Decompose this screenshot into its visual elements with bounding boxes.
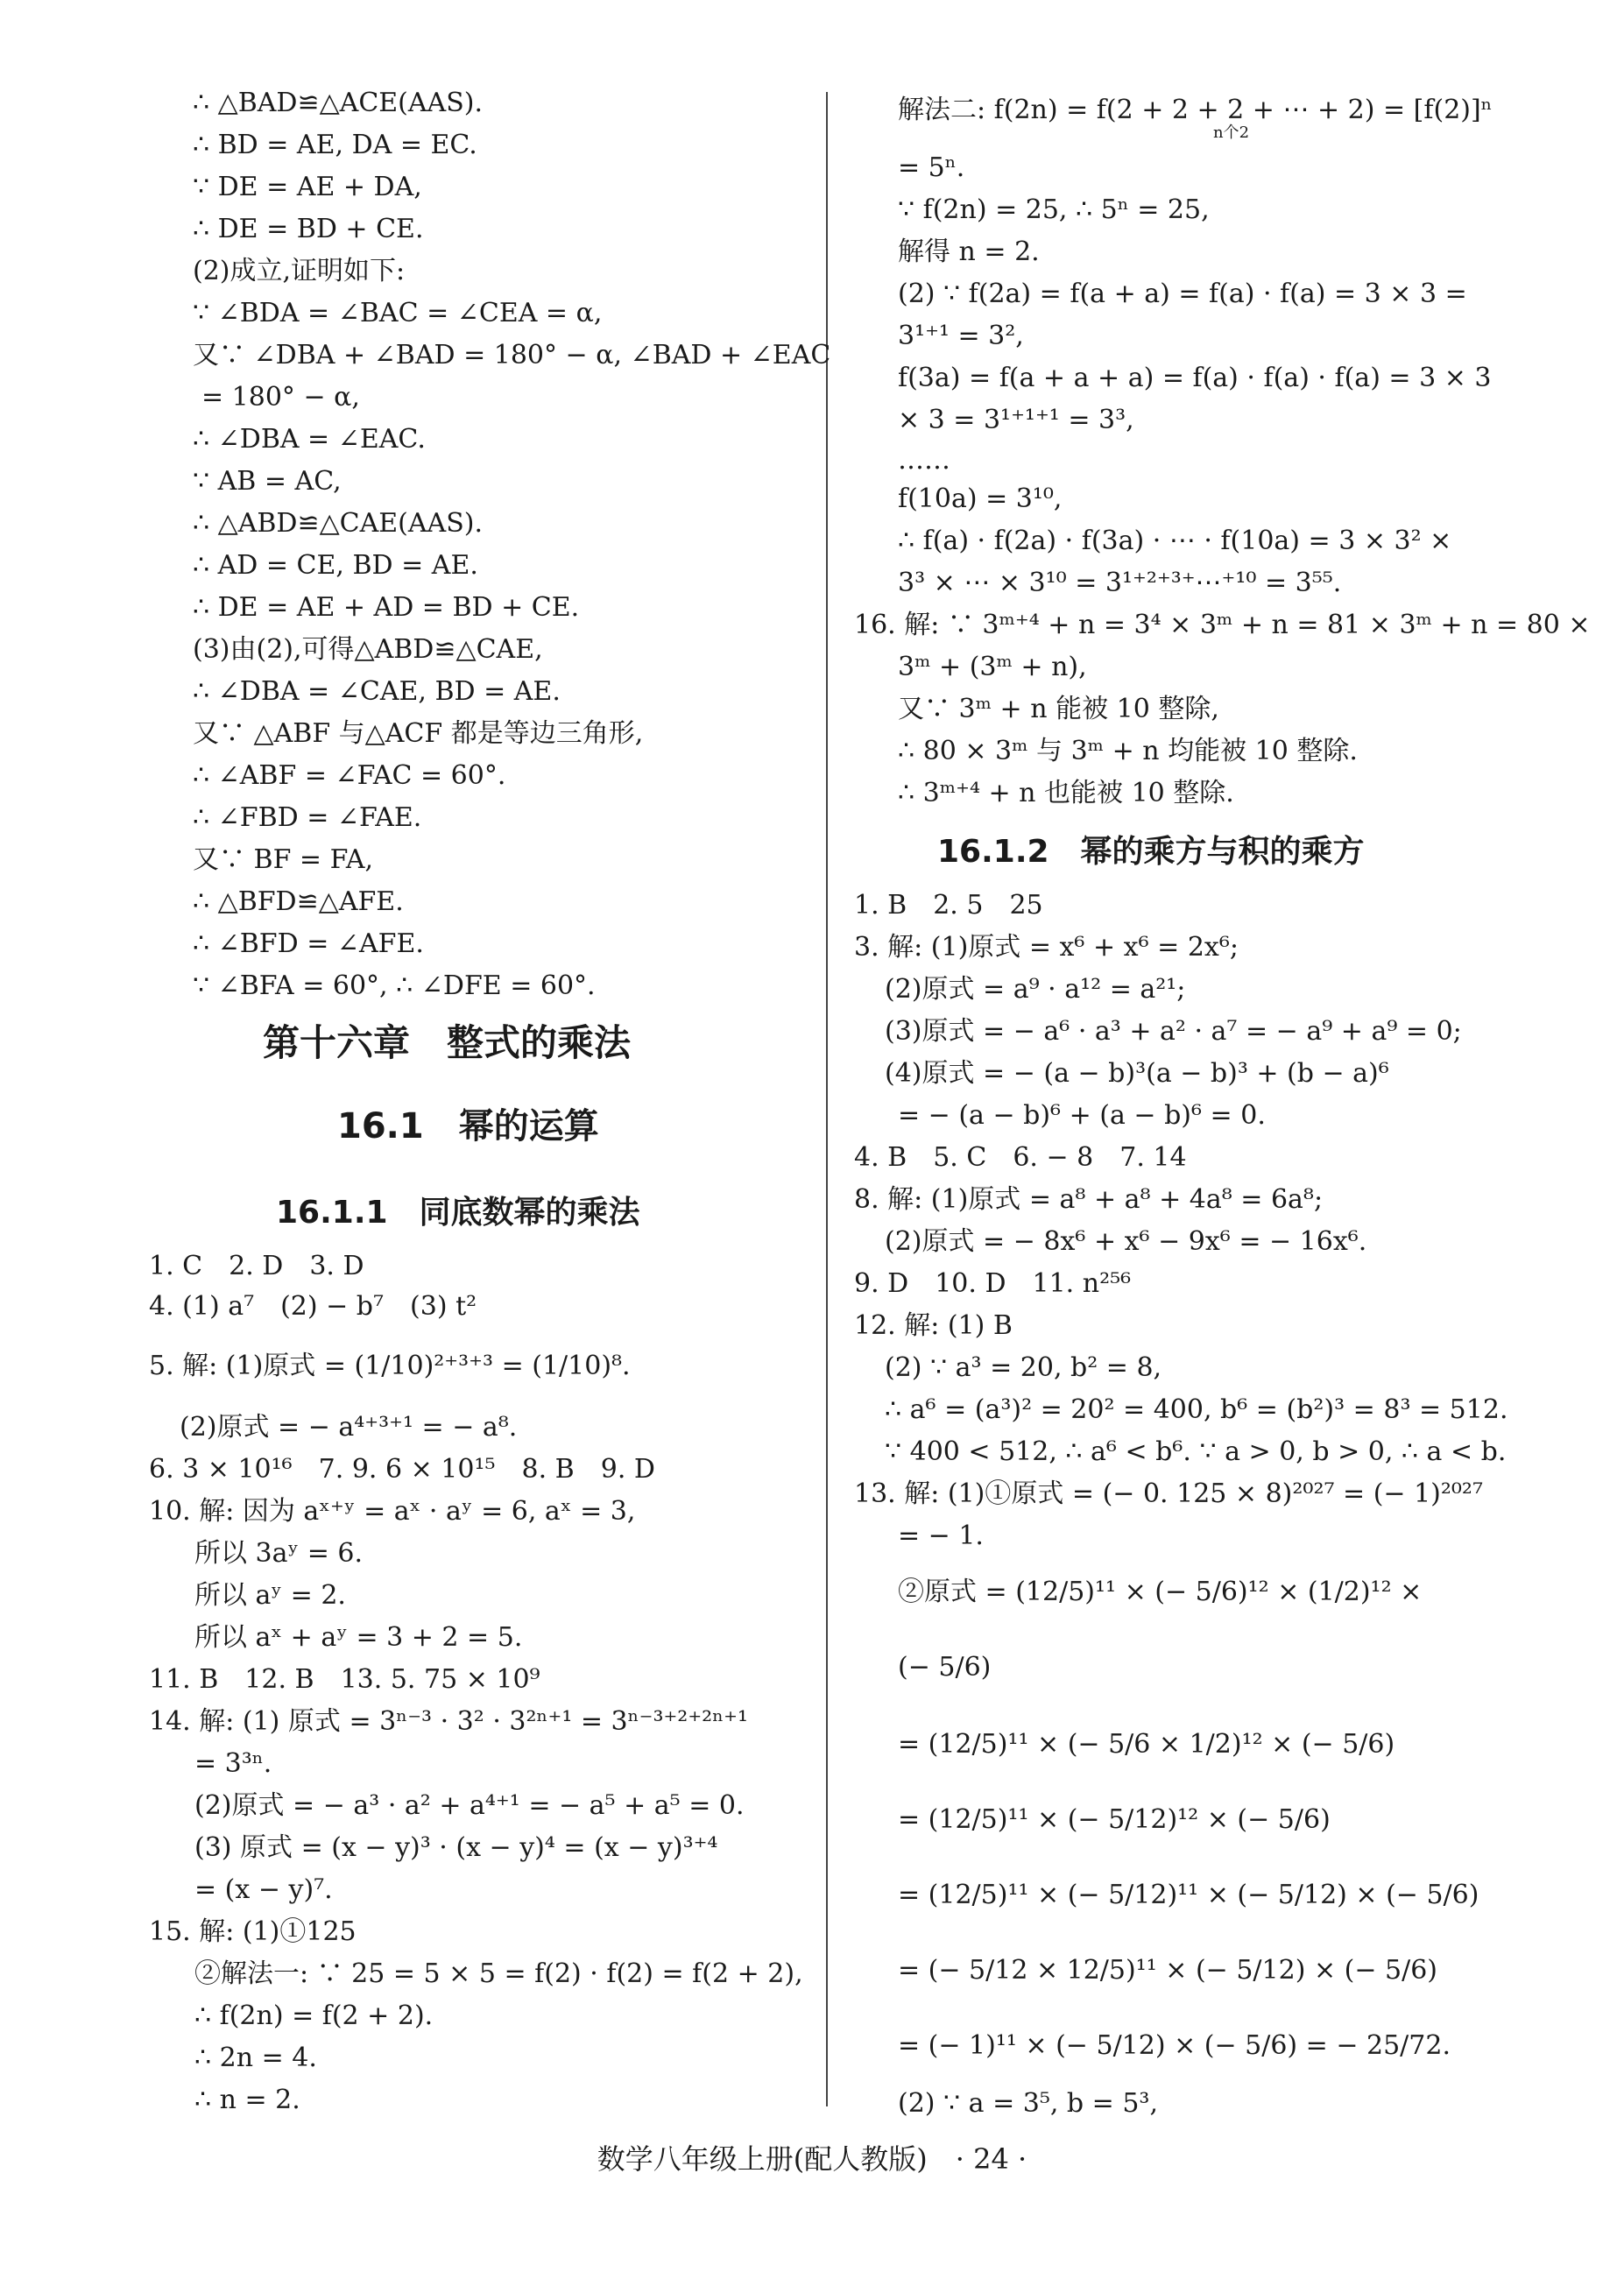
section-title: 16.1 幂的运算	[337, 1106, 599, 1147]
answer-line: 5. 解: (1)原式 = (1/10)²⁺³⁺³ = (1/10)⁸.	[149, 1351, 631, 1381]
text-line: ∴ ∠ABF = ∠FAC = 60°.	[193, 760, 506, 791]
answer-line: 13. 解: (1)①原式 = (− 0. 125 × 8)²⁰²⁷ = (− 1)²⁰²⁷	[854, 1478, 1483, 1509]
text-line: ∵ ∠BDA = ∠BAC = ∠CEA = α,	[193, 298, 603, 328]
text-line: (3)由(2),可得△ABD≌△CAE,	[193, 634, 543, 665]
answer-line: 3. 解: (1)原式 = x⁶ + x⁶ = 2x⁶;	[854, 932, 1239, 963]
text-line: ∴ △ABD≌△CAE(AAS).	[193, 508, 484, 539]
text-line: × 3 = 3¹⁺¹⁺¹ = 3³,	[898, 405, 1134, 435]
answer-line: = 3³ⁿ.	[194, 1748, 272, 1779]
text-line: ∴ 3ᵐ⁺⁴ + n 也能被 10 整除.	[898, 778, 1234, 808]
answer-line: 10. 解: 因为 aˣ⁺ʸ = aˣ · aʸ = 6, aˣ = 3,	[149, 1496, 636, 1527]
text-line: ∴ ∠FBD = ∠FAE.	[193, 802, 422, 833]
text-line: ∴ DE = AE + AD = BD + CE.	[193, 592, 580, 623]
text-line: ∴ △BAD≌△ACE(AAS).	[193, 88, 484, 118]
answer-line: = (x − y)⁷.	[194, 1874, 333, 1905]
answer-line: 11. B 12. B 13. 5. 75 × 10⁹	[149, 1664, 540, 1695]
answer-line: 6. 3 × 10¹⁶ 7. 9. 6 × 10¹⁵ 8. B 9. D	[149, 1454, 655, 1485]
text-line: = 5ⁿ.	[898, 152, 965, 183]
answer-line: = (12/5)¹¹ × (− 5/12)¹² × (− 5/6)	[898, 1804, 1331, 1835]
answer-line: = (− 5/12 × 12/5)¹¹ × (− 5/12) × (− 5/6)	[898, 1955, 1437, 1986]
text-line: f(10a) = 3¹⁰,	[898, 483, 1063, 514]
text-line: ∴ △BFD≌△AFE.	[193, 886, 404, 917]
answer-line: = (12/5)¹¹ × (− 5/6 × 1/2)¹² × (− 5/6)	[898, 1729, 1395, 1760]
answer-line: 9. D 10. D 11. n²⁵⁶	[854, 1268, 1132, 1299]
text-line: ∴ BD = AE, DA = EC.	[193, 130, 477, 160]
text-line: ∴ ∠BFD = ∠AFE.	[193, 928, 424, 959]
answer-line: (2) ∵ a = 3⁵, b = 5³,	[898, 2088, 1158, 2119]
subsection-title: 16.1.2 幂的乘方与积的乘方	[937, 834, 1365, 870]
answer-line: 所以 3aʸ = 6.	[194, 1538, 364, 1569]
answer-line: = − (a − b)⁶ + (a − b)⁶ = 0.	[898, 1100, 1266, 1131]
text-line: (2)成立,证明如下:	[193, 256, 406, 286]
answer-line: (3)原式 = − a⁶ · a³ + a² · a⁷ = − a⁹ + a⁹ = 0;	[885, 1016, 1462, 1047]
answer-line: 14. 解: (1) 原式 = 3ⁿ⁻³ · 3² · 3²ⁿ⁺¹ = 3ⁿ⁻³⁺²⁺²ⁿ⁺¹	[149, 1706, 749, 1737]
answer-line: = (− 1)¹¹ × (− 5/12) × (− 5/6) = − 25/72.	[898, 2030, 1451, 2061]
text-line: 3ᵐ + (3ᵐ + n),	[898, 652, 1087, 682]
text-line: ∴ 80 × 3ᵐ 与 3ᵐ + n 均能被 10 整除.	[898, 736, 1358, 766]
answer-line: (4)原式 = − (a − b)³(a − b)³ + (b − a)⁶	[885, 1058, 1389, 1089]
answer-line: 4. B 5. C 6. − 8 7. 14	[854, 1142, 1187, 1173]
text-line: ∵ ∠BFA = 60°, ∴ ∠DFE = 60°.	[193, 970, 596, 1001]
answer-line: (2)原式 = − a³ · a² + a⁴⁺¹ = − a⁵ + a⁵ = 0.	[194, 1790, 745, 1821]
answer-line: ②解法一: ∵ 25 = 5 × 5 = f(2) · f(2) = f(2 + 2),	[194, 1958, 803, 1989]
text-line: 解法二: f(2n) = f(2 + 2 + 2 + ⋯ + 2) = [f(2)]ⁿ	[898, 95, 1493, 125]
text-line: ∴ f(a) · f(2a) · f(3a) · ⋯ · f(10a) = 3 × 3² ×	[898, 526, 1452, 556]
answer-line: ∴ 2n = 4.	[194, 2043, 317, 2073]
answer-line: = − 1.	[898, 1521, 984, 1551]
text-line: 又∵ 3ᵐ + n 能被 10 整除,	[898, 694, 1219, 724]
text-line: ∴ ∠DBA = ∠CAE, BD = AE.	[193, 676, 561, 707]
text-line: = 180° − α,	[201, 382, 360, 413]
text-line: ∵ f(2n) = 25, ∴ 5ⁿ = 25,	[898, 194, 1210, 225]
answer-line: 1. B 2. 5 25	[854, 890, 1043, 921]
answer-line: (2)原式 = − 8x⁶ + x⁶ − 9x⁶ = − 16x⁶.	[885, 1226, 1367, 1257]
answer-line: ∴ n = 2.	[194, 2085, 300, 2115]
text-line: 16. 解: ∵ 3ᵐ⁺⁴ + n = 3⁴ × 3ᵐ + n = 81 × 3ᵐ + n = 80 ×	[854, 610, 1591, 640]
text-line: ∴ DE = BD + CE.	[193, 214, 424, 244]
answer-line: 1. C 2. D 3. D	[149, 1251, 364, 1281]
text-line: ∵ DE = AE + DA,	[193, 172, 422, 202]
text-line: 又∵ BF = FA,	[193, 844, 374, 875]
answer-line: ∴ f(2n) = f(2 + 2).	[194, 2000, 434, 2031]
answer-line: 8. 解: (1)原式 = a⁸ + a⁸ + 4a⁸ = 6a⁸;	[854, 1184, 1324, 1215]
answer-line: ∴ a⁶ = (a³)² = 20² = 400, b⁶ = (b²)³ = 8³ = 512.	[885, 1394, 1508, 1425]
answer-line: ∵ 400 < 512, ∴ a⁶ < b⁶. ∵ a > 0, b > 0, ∴ a < b.	[885, 1436, 1507, 1467]
text-line: ∴ AD = CE, BD = AE.	[193, 550, 478, 581]
text-line: 3³ × ⋯ × 3¹⁰ = 3¹⁺²⁺³⁺⋯⁺¹⁰ = 3⁵⁵.	[898, 568, 1342, 598]
text-line: (2) ∵ f(2a) = f(a + a) = f(a) · f(a) = 3 × 3 =	[898, 279, 1467, 309]
page-footer: 数学八年级上册(配人教版) · 24 ·	[597, 2142, 1027, 2176]
text-line: 3¹⁺¹ = 3²,	[898, 321, 1024, 351]
answer-line: ②原式 = (12/5)¹¹ × (− 5/6)¹² × (1/2)¹² ×	[898, 1577, 1423, 1607]
answer-line: 4. (1) a⁷ (2) − b⁷ (3) t²	[149, 1291, 477, 1322]
answer-line: 15. 解: (1)①125	[149, 1916, 357, 1947]
text-line: ∴ ∠DBA = ∠EAC.	[193, 424, 426, 455]
answer-line: = (12/5)¹¹ × (− 5/12)¹¹ × (− 5/12) × (− 5/6)	[898, 1880, 1479, 1910]
text-line: 又∵ △ABF 与△ACF 都是等边三角形,	[193, 718, 644, 749]
answer-line: 所以 aʸ = 2.	[194, 1580, 346, 1611]
answer-line: (3) 原式 = (x − y)³ · (x − y)⁴ = (x − y)³⁺⁴	[194, 1832, 718, 1863]
answer-line: (2)原式 = a⁹ · a¹² = a²¹;	[885, 974, 1186, 1005]
text-line: n个2	[1213, 123, 1250, 142]
text-line: f(3a) = f(a + a + a) = f(a) · f(a) · f(a) = 3 × 3	[898, 363, 1492, 393]
answer-line: (− 5/6)	[898, 1652, 992, 1683]
answer-line: (2) ∵ a³ = 20, b² = 8,	[885, 1352, 1162, 1383]
text-line: 又∵ ∠DBA + ∠BAD = 180° − α, ∠BAD + ∠EAC	[193, 340, 831, 370]
answer-line: (2)原式 = − a⁴⁺³⁺¹ = − a⁸.	[180, 1412, 518, 1443]
answer-line: 12. 解: (1) B	[854, 1310, 1013, 1341]
chapter-title: 第十六章 整式的乘法	[263, 1021, 632, 1064]
text-line: ……	[898, 445, 950, 476]
column-divider	[826, 92, 828, 2106]
subsection-title: 16.1.1 同底数幂的乘法	[276, 1195, 640, 1231]
text-line: 解得 n = 2.	[898, 236, 1040, 267]
answer-line: 所以 aˣ + aʸ = 3 + 2 = 5.	[194, 1622, 523, 1653]
text-line: ∵ AB = AC,	[193, 466, 342, 497]
